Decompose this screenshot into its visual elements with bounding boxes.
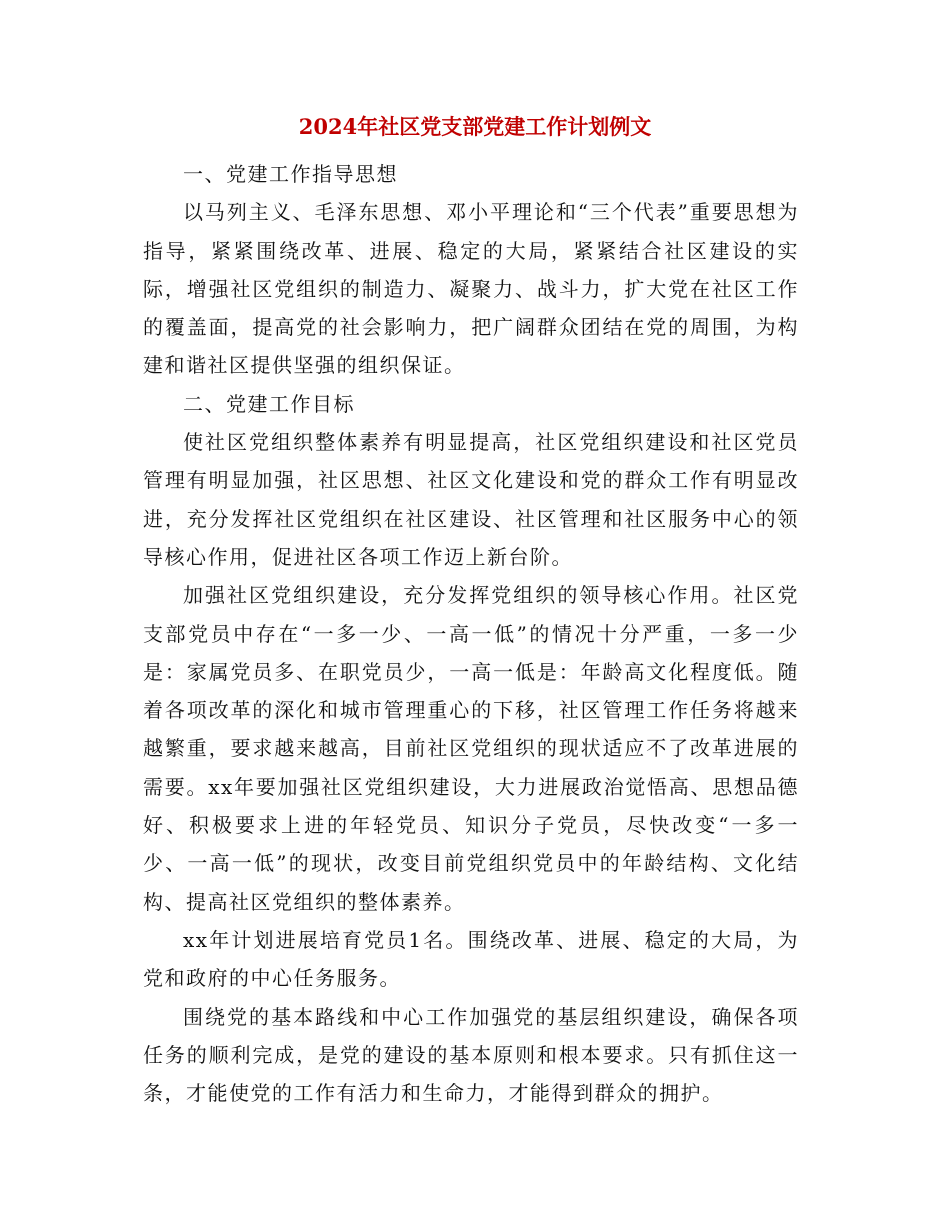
document-title: 2024年社区党支部党建工作计划例文 <box>298 114 652 139</box>
paragraph-1: 以马列主义、毛泽东思想、邓小平理论和“三个代表”重要思想为指导，紧紧围绕改革、进展、稳定的大局，紧紧结合社区建设的实际，增强社区党组织的制造力、凝聚力、战斗力，扩大党在社区工作的覆盖面，提高党的社会影响力，把广阔群众团结在党的周围，为构建和谐社区提供坚强的组织保证。 <box>143 200 799 378</box>
paragraph-4: xx年计划进展培育党员1名。围绕改革、进展、稳定的大局，为党和政府的中心任务服务。 <box>143 927 799 991</box>
paragraph-3: 加强社区党组织建设，充分发挥党组织的领导核心作用。社区党支部党员中存在“一多一少、一高一低”的情况十分严重，一多一少是：家属党员多、在职党员少，一高一低是：年龄高文化程度低。随着各项改革的深化和城市管理重心的下移，社区管理工作任务将越来越繁重，要求越来越高，目前社区党组织的现状适应不了改革进展的需要。xx年要加强社区党组织建设，大力进展政治觉悟高、思想品德好、积极要求上进的年轻党员、知识分子党员，尽快改变“一多一少、一高一低”的现状，改变目前党组织党员中的年龄结构、文化结构、提高社区党组织的整体素养。 <box>143 583 799 914</box>
document-body <box>143 155 799 1112</box>
section-heading-2: 二、党建工作目标 <box>183 391 355 416</box>
paragraph-5: 围绕党的基本路线和中心工作加强党的基层组织建设，确保各项任务的顺利完成，是党的建设的基本原则和根本要求。只有抓住这一条，才能使党的工作有活力和生命力，才能得到群众的拥护。 <box>143 1004 799 1106</box>
paragraph-2: 使社区党组织整体素养有明显提高，社区党组织建设和社区党员管理有明显加强，社区思想、社区文化建设和党的群众工作有明显改进，充分发挥社区党组织在社区建设、社区管理和社区服务中心的领导核心作用，促进社区各项工作迈上新台阶。 <box>143 430 799 569</box>
section-heading-1: 一、党建工作指导思想 <box>183 162 398 186</box>
